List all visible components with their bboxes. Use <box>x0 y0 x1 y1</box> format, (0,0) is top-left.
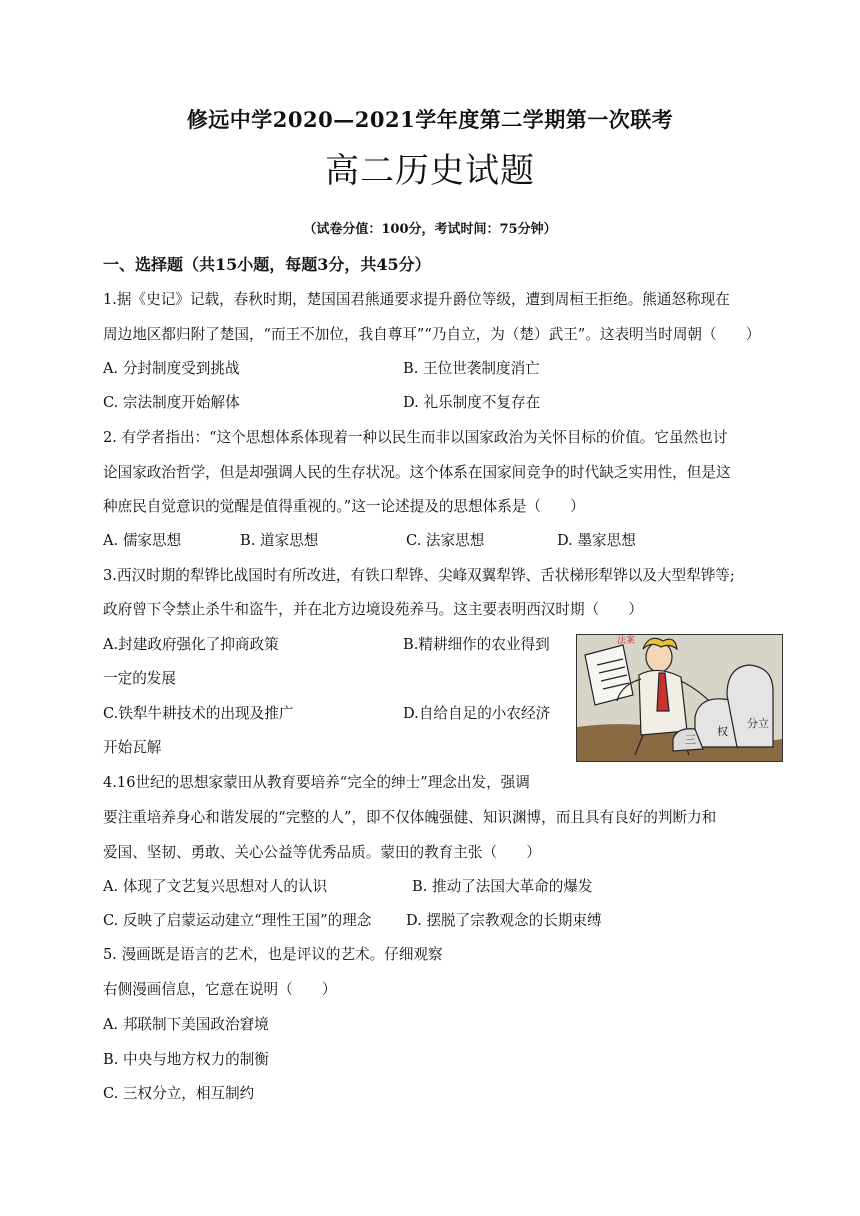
q1-option-c: C. 宗法制度开始解体 <box>103 394 240 411</box>
cartoon-label-fenli: 分立 <box>747 717 769 730</box>
q1-stem-line-1: 1.据《史记》记载，春秋时期，楚国国君熊通要求提升爵位等级，遭到周桓王拒绝。熊通怒称现在 <box>103 291 730 308</box>
section-heading-choice: 一、选择题（共15小题，每题3分，共45分） <box>103 255 431 274</box>
q3-stem-line-2: 政府曾下令禁止杀牛和盗牛，并在北方边境设苑养马。这主要表明西汉时期（ ） <box>103 601 643 618</box>
q4-option-c: C. 反映了启蒙运动建立“理性王国”的理念 <box>103 912 372 929</box>
q1-stem-line-2: 周边地区都归附了楚国，“而王不加位，我自尊耳”“乃自立，为（楚）武王”。这表明当时周朝（ ） <box>103 326 761 343</box>
q2-option-b: B. 道家思想 <box>240 532 319 549</box>
political-cartoon <box>576 634 783 762</box>
q5-option-c: C. 三权分立，相互制约 <box>103 1085 255 1102</box>
q1-option-b: B. 王位世袭制度消亡 <box>403 360 540 377</box>
q2-stem-line-1: 2. 有学者指出：“这个思想体系体现着一种以民生而非以国家政治为关怀目标的价值。它虽然也讨 <box>103 429 728 446</box>
q4-option-a: A. 体现了文艺复兴思想对人的认识 <box>103 878 328 895</box>
cartoon-label-san: 三 <box>685 733 696 746</box>
q5-stem-line-1: 5. 漫画既是语言的艺术，也是评议的艺术。仔细观察 <box>103 946 443 963</box>
exam-note: （试卷分值：100分，考试时间：75分钟） <box>303 222 557 237</box>
q4-stem-line-3: 爱国、坚韧、勇敢、关心公益等优秀品质。蒙田的教育主张（ ） <box>103 844 541 861</box>
q1-option-d: D. 礼乐制度不复存在 <box>403 394 541 411</box>
q2-option-c: C. 法家思想 <box>406 532 485 549</box>
q3-stem-line-1: 3.西汉时期的犁铧比战国时有所改进，有铁口犁铧、尖峰双翼犁铧、舌状梯形犁铧以及大型犁铧等; <box>103 567 735 584</box>
cartoon-label-quan: 权 <box>717 725 728 738</box>
exam-title: 高二历史试题 <box>325 151 535 191</box>
q4-stem-line-2: 要注重培养身心和谐发展的“完整的人”，即不仅体魄强健、知识渊博，而且具有良好的判断力和 <box>103 809 717 826</box>
q2-option-d: D. 墨家思想 <box>557 532 636 549</box>
q3-option-c: C.铁犁牛耕技术的出现及推广 <box>103 705 294 722</box>
cartoon-illustration <box>577 635 782 761</box>
q4-option-d: D. 摆脱了宗教观念的长期束缚 <box>406 912 602 929</box>
q3-option-a: A.封建政府强化了抑商政策 <box>103 636 279 653</box>
q3-option-b-continued: 一定的发展 <box>103 670 176 687</box>
q3-option-d: D.自给自足的小农经济 <box>403 705 551 722</box>
q2-stem-line-3: 种庶民自觉意识的觉醒是值得重视的。”这一论述提及的思想体系是（ ） <box>103 498 585 515</box>
q5-option-b: B. 中央与地方权力的制衡 <box>103 1051 269 1068</box>
q3-option-b: B.精耕细作的农业得到 <box>403 636 550 653</box>
q2-option-a: A. 儒家思想 <box>103 532 182 549</box>
school-exam-line: 修远中学2020—2021学年度第二学期第一次联考 <box>186 107 674 132</box>
cartoon-paper-label: 法案 <box>617 636 636 646</box>
q5-option-a: A. 邦联制下美国政治窘境 <box>103 1016 269 1033</box>
q4-stem-line-1: 4.16世纪的思想家蒙田从教育要培养“完全的绅士”理念出发，强调 <box>103 774 530 791</box>
q4-option-b: B. 推动了法国大革命的爆发 <box>412 878 593 895</box>
q5-stem-line-2: 右侧漫画信息，它意在说明（ ） <box>103 981 337 998</box>
q1-option-a: A. 分封制度受到挑战 <box>103 360 240 377</box>
q2-stem-line-2: 论国家政治哲学，但是却强调人民的生存状况。这个体系在国家间竞争的时代缺乏实用性，但是这 <box>103 464 731 481</box>
q3-option-d-continued: 开始瓦解 <box>103 739 162 756</box>
